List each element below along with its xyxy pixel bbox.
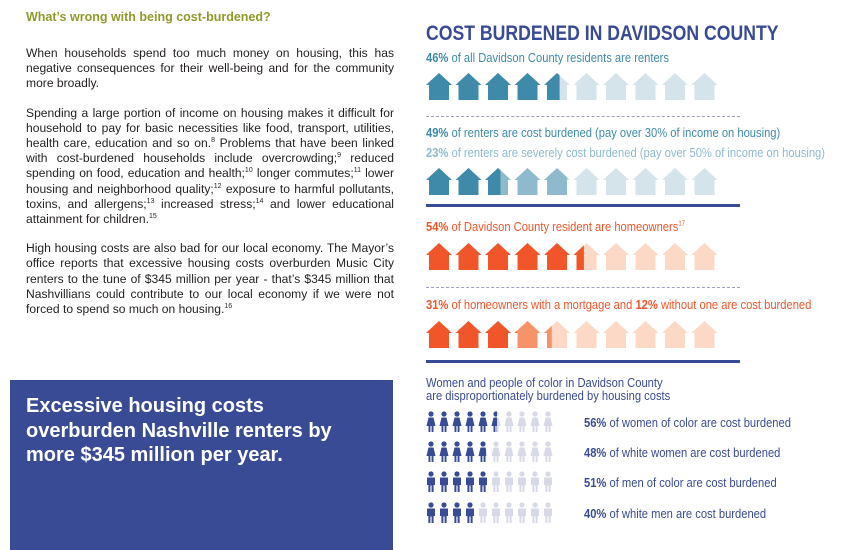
house-icon [603, 243, 629, 270]
house-icon [633, 243, 659, 270]
dotted-divider [426, 287, 740, 288]
house-icon [544, 168, 570, 195]
house-icon [426, 73, 452, 100]
woman-icon [479, 411, 488, 432]
infographic [426, 0, 846, 550]
section-rule [426, 204, 740, 207]
man-icon [544, 471, 552, 492]
white-men-stat: 40% of white men are cost burdened [584, 506, 767, 521]
house-icon [603, 321, 629, 348]
man-icon [479, 471, 487, 492]
man-icon [453, 471, 461, 492]
owners-house-row [426, 242, 746, 274]
house-icon [515, 321, 541, 348]
men-of-color-figures [426, 471, 576, 493]
woman-icon [518, 441, 527, 462]
man-icon [427, 471, 435, 492]
house-icon [603, 73, 629, 100]
house-icon [574, 243, 600, 270]
burdened-house-row [426, 167, 746, 199]
woman-icon [492, 411, 501, 432]
house-icon [426, 321, 452, 348]
callout-text: Excessive housing costs overburden Nashville renters by more $345 million per year. [26, 395, 332, 466]
woman-icon [518, 411, 527, 432]
burdened-stat: 49% of renters are cost burdened (pay over 30% of income on housing) [426, 125, 781, 140]
white-men-figures [426, 502, 576, 524]
women-of-color-stat: 56% of women of color are cost burdened [584, 415, 791, 430]
house-icon [544, 321, 570, 348]
article-column [26, 10, 394, 331]
woman-icon [544, 441, 553, 462]
woman-icon [492, 441, 501, 462]
house-icon [544, 73, 570, 100]
footnote-ref: 13 [146, 197, 155, 205]
woman-icon [440, 411, 449, 432]
house-icon [485, 243, 511, 270]
women-of-color-figures [426, 411, 576, 433]
man-icon [531, 471, 539, 492]
house-icon [662, 243, 688, 270]
section-heading: What’s wrong with being cost-burdened? [26, 10, 271, 24]
mortgage-house-row [426, 320, 746, 352]
man-icon [479, 502, 487, 523]
woman-icon [466, 441, 475, 462]
severe-stat: 23% of renters are severely cost burdened (pay over 50% of income on housing) [426, 145, 825, 160]
footnote-ref: 12 [213, 182, 222, 190]
house-icon [662, 73, 688, 100]
infographic-title: COST BURDENED IN DAVIDSON COUNTY [426, 22, 779, 45]
economy-paragraph: High housing costs are also bad for our local economy. The Mayor’s office reports that excessive housing costs overburden Music City renters to the tune of $345 million per year - that’s $345 million that Nashvillians could contribute to our local economy if we were not forced to spend so much on housing.$^{16}$ [26, 241, 394, 317]
house-icon [692, 73, 718, 100]
house-icon [692, 321, 718, 348]
house-icon [456, 321, 482, 348]
woman-icon [505, 441, 514, 462]
renters-stat: 46% of all Davidson County residents are renters [426, 50, 669, 65]
man-icon [531, 502, 539, 523]
footnote-ref: 11 [353, 167, 361, 175]
woman-icon [544, 411, 553, 432]
house-icon [574, 73, 600, 100]
house-icon [485, 73, 511, 100]
house-icon [456, 168, 482, 195]
woman-icon [505, 411, 514, 432]
house-icon [633, 73, 659, 100]
man-icon [440, 471, 448, 492]
house-icon [574, 321, 600, 348]
house-icon [456, 73, 482, 100]
house-icon [633, 168, 659, 195]
man-icon [518, 471, 526, 492]
owners-stat: 54% of Davidson County resident are homeowners$^{17}$ [426, 219, 686, 234]
house-icon [603, 168, 629, 195]
man-icon [492, 471, 500, 492]
house-icon [692, 243, 718, 270]
house-icon [456, 243, 482, 270]
man-icon [453, 502, 461, 523]
footnote-ref: 15 [149, 213, 157, 220]
men-of-color-stat: 51% of men of color are cost burdened [584, 475, 777, 490]
man-icon [518, 502, 526, 523]
house-icon [515, 243, 541, 270]
house-icon [692, 168, 718, 195]
woman-icon [466, 411, 475, 432]
footnote-ref: 10 [244, 167, 253, 175]
house-icon [426, 243, 452, 270]
renters-house-row [426, 72, 746, 104]
house-icon [515, 168, 541, 195]
man-icon [544, 502, 552, 523]
house-icon [574, 168, 600, 195]
woman-icon [531, 411, 540, 432]
woman-icon [453, 441, 462, 462]
woman-icon [427, 441, 436, 462]
house-icon [485, 168, 511, 195]
footnote-ref: 9 [337, 152, 342, 160]
dotted-divider [426, 116, 740, 117]
woman-icon [531, 441, 540, 462]
intro-paragraph: When households spend too much money on housing, this has negative consequences for their well-being and for the community more broadly. [26, 46, 394, 91]
footnote-ref: 14 [255, 197, 264, 205]
white-women-stat: 48% of white women are cost burdened [584, 445, 781, 460]
house-icon [633, 321, 659, 348]
man-icon [440, 502, 448, 523]
house-icon [662, 168, 688, 195]
house-icon [426, 168, 452, 195]
house-icon [515, 73, 541, 100]
footnote-ref: 17 [678, 220, 686, 228]
woman-icon [427, 411, 436, 432]
house-icon [544, 243, 570, 270]
woman-icon [479, 441, 488, 462]
woman-icon [453, 411, 462, 432]
woman-icon [440, 441, 449, 462]
problems-paragraph: Spending a large portion of income on housing makes it difficult for household to pay for basic necessities like food, transport, utilities, health care, education and so on.$^8$ Problems that have been linked with cost-burdened households include overcrowding;$^9$ reduced spending on food, education and health;$^{10}$ longer commutes;$^{11}$ lower housing and neighborhood quality;$^{12}$ exposure to harmful pollutants, toxins, and allergens;$^{13}$ increased stress;$^{14}$ and lower educational attainment for children.$^{15}$ [26, 105, 395, 227]
mortgage-stat: 31% of homeowners with a mortgage and 12% without one are cost burdened [426, 297, 812, 312]
man-icon [492, 502, 500, 523]
man-icon [466, 471, 474, 492]
groups-heading: Women and people of color in Davidson County are disproportionately burdened by housing costs [426, 375, 671, 403]
white-women-figures [426, 441, 576, 463]
man-icon [427, 502, 435, 523]
man-icon [505, 502, 513, 523]
callout-box [10, 380, 393, 550]
section-rule [426, 360, 740, 363]
house-icon [662, 321, 688, 348]
man-icon [505, 471, 513, 492]
house-icon [485, 321, 511, 348]
man-icon [466, 502, 474, 523]
footnote-ref: 16 [224, 303, 233, 311]
footnote-ref: 8 [211, 136, 215, 144]
